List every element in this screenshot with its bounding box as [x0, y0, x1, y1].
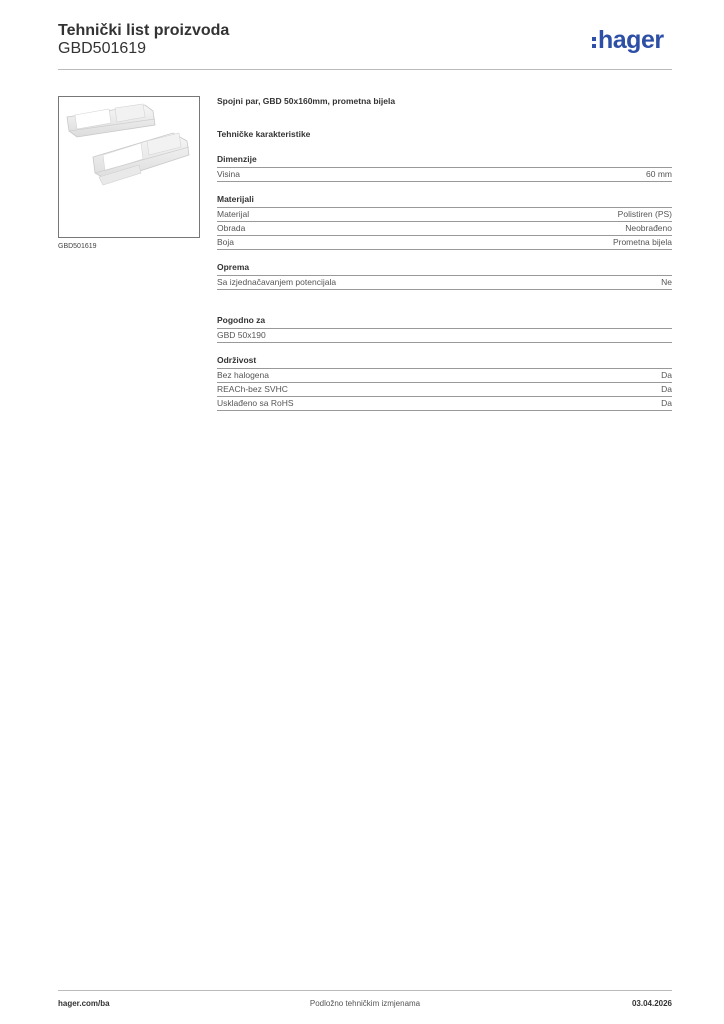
spec-value: Da [661, 398, 672, 408]
spec-row [217, 208, 672, 222]
group-title: Pogodno za [217, 315, 672, 329]
footer-date: 03.04.2026 [631, 999, 672, 1008]
spec-row [217, 329, 672, 343]
spec-label: REACh-bez SVHC [217, 384, 288, 394]
product-name: Spojni par, GBD 50x160mm, prometna bijela [217, 96, 396, 106]
spec-label: Bez halogena [217, 370, 269, 380]
group-title: Dimenzije [217, 154, 672, 168]
spec-group-equipment [217, 262, 672, 290]
spec-label: Obrada [217, 223, 246, 233]
page-footer [58, 990, 672, 1013]
spec-row [217, 222, 672, 236]
spec-row [217, 397, 672, 411]
hager-logo [592, 28, 672, 56]
spec-value: 60 mm [646, 169, 672, 179]
image-caption: GBD501619 [58, 243, 97, 250]
spec-group-suitable-for [217, 315, 672, 343]
spec-value: Ne [661, 277, 672, 287]
footer-note: Podložno tehničkim izmjenama [309, 999, 421, 1008]
group-title: Održivost [217, 355, 672, 369]
spec-group-dimensions [217, 154, 672, 182]
spec-group-materials [217, 194, 672, 250]
spec-label: GBD 50x190 [217, 330, 266, 340]
product-code: GBD501619 [58, 40, 147, 57]
spec-row [217, 276, 672, 290]
product-image [58, 96, 200, 238]
section-title: Tehničke karakteristike [217, 129, 311, 139]
page-header [58, 20, 672, 70]
spec-value: Neobrađeno [625, 223, 672, 233]
spec-label: Visina [217, 169, 240, 179]
spec-label: Sa izjednačavanjem potencijala [217, 277, 337, 287]
spec-label: Materijal [217, 209, 250, 219]
spec-label: Usklađeno sa RoHS [217, 398, 294, 408]
spec-row [217, 168, 672, 182]
spec-value: Da [661, 384, 672, 394]
spec-row [217, 383, 672, 397]
spec-row [217, 236, 672, 250]
cable-duct-joint-illustration [59, 97, 199, 237]
footer-website: hager.com/ba [58, 999, 110, 1008]
specification-content [217, 96, 672, 411]
spec-value: Prometna bijela [612, 237, 672, 247]
group-title: Oprema [217, 262, 672, 276]
spec-group-sustainability [217, 355, 672, 411]
spec-value: Da [661, 370, 672, 380]
spec-row [217, 369, 672, 383]
logo-text: hager [598, 26, 664, 54]
spec-label: Boja [217, 237, 235, 247]
document-title: Tehnički list proizvoda [58, 22, 230, 39]
logo-dots-icon [592, 37, 596, 51]
group-title: Materijali [217, 194, 672, 208]
spec-value: Polistiren (PS) [617, 209, 672, 219]
